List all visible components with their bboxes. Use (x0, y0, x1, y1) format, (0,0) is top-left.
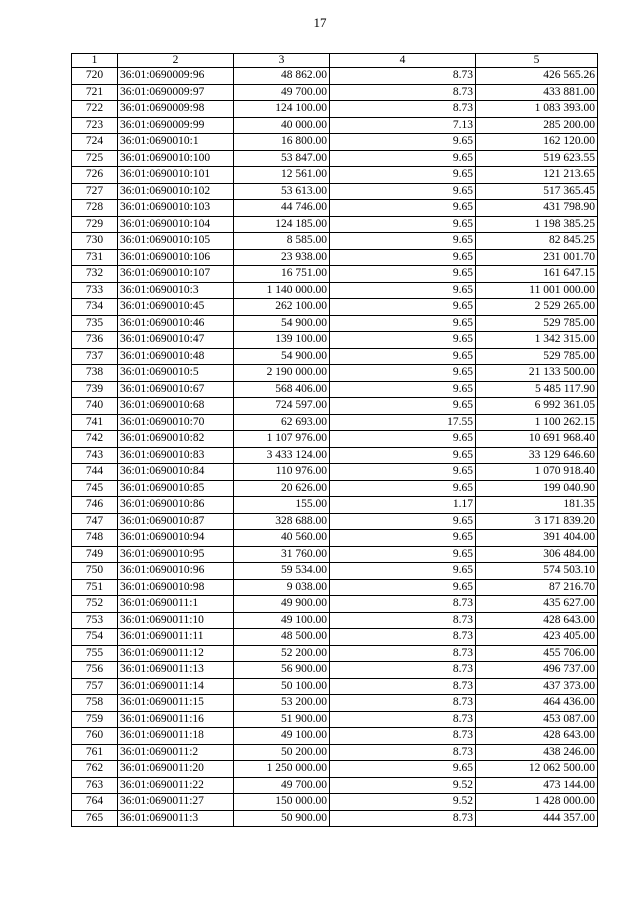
row-number-cell: 762 (72, 761, 118, 778)
area-cell: 110 976.00 (234, 464, 330, 481)
area-cell: 49 900.00 (234, 596, 330, 613)
table-row (72, 629, 598, 646)
cadastral-number-cell: 36:01:0690010:46 (118, 315, 234, 332)
value-cell: 306 484.00 (476, 546, 598, 563)
cadastral-number-cell: 36:01:0690010:103 (118, 200, 234, 217)
rate-cell: 9.65 (330, 513, 476, 530)
row-number-cell: 728 (72, 200, 118, 217)
area-cell: 54 900.00 (234, 348, 330, 365)
area-cell: 155.00 (234, 497, 330, 514)
cadastral-number-cell: 36:01:0690010:83 (118, 447, 234, 464)
table-row (72, 134, 598, 151)
rate-cell: 8.73 (330, 68, 476, 85)
cadastral-number-cell: 36:01:0690011:15 (118, 695, 234, 712)
row-number-cell: 722 (72, 101, 118, 118)
row-number-cell: 730 (72, 233, 118, 250)
column-header-2: 2 (118, 54, 234, 68)
row-number-cell: 738 (72, 365, 118, 382)
table-row (72, 480, 598, 497)
cadastral-number-cell: 36:01:0690009:97 (118, 84, 234, 101)
value-cell: 162 120.00 (476, 134, 598, 151)
cadastral-number-cell: 36:01:0690011:14 (118, 678, 234, 695)
table-row (72, 662, 598, 679)
area-cell: 150 000.00 (234, 794, 330, 811)
rate-cell: 8.73 (330, 612, 476, 629)
area-cell: 49 700.00 (234, 777, 330, 794)
row-number-cell: 763 (72, 777, 118, 794)
value-cell: 529 785.00 (476, 315, 598, 332)
rate-cell: 9.65 (330, 200, 476, 217)
area-cell: 124 185.00 (234, 216, 330, 233)
row-number-cell: 741 (72, 414, 118, 431)
area-cell: 1 250 000.00 (234, 761, 330, 778)
row-number-cell: 758 (72, 695, 118, 712)
row-number-cell: 721 (72, 84, 118, 101)
row-number-cell: 760 (72, 728, 118, 745)
table-row (72, 678, 598, 695)
table-row (72, 200, 598, 217)
cadastral-number-cell: 36:01:0690010:94 (118, 530, 234, 547)
value-cell: 161 647.15 (476, 266, 598, 283)
value-cell: 426 565.26 (476, 68, 598, 85)
area-cell: 568 406.00 (234, 381, 330, 398)
value-cell: 1 342 315.00 (476, 332, 598, 349)
rate-cell: 9.65 (330, 579, 476, 596)
rate-cell: 9.52 (330, 794, 476, 811)
rate-cell: 9.65 (330, 381, 476, 398)
value-cell: 2 529 265.00 (476, 299, 598, 316)
rate-cell: 9.65 (330, 282, 476, 299)
value-cell: 199 040.90 (476, 480, 598, 497)
cadastral-number-cell: 36:01:0690011:20 (118, 761, 234, 778)
table-row (72, 216, 598, 233)
value-cell: 453 087.00 (476, 711, 598, 728)
row-number-cell: 743 (72, 447, 118, 464)
cadastral-number-cell: 36:01:0690010:86 (118, 497, 234, 514)
value-cell: 1 198 385.25 (476, 216, 598, 233)
value-cell: 574 503.10 (476, 563, 598, 580)
table-row (72, 299, 598, 316)
cadastral-number-cell: 36:01:0690010:87 (118, 513, 234, 530)
value-cell: 33 129 646.60 (476, 447, 598, 464)
value-cell: 1 070 918.40 (476, 464, 598, 481)
row-number-cell: 724 (72, 134, 118, 151)
rate-cell: 9.65 (330, 134, 476, 151)
cadastral-number-cell: 36:01:0690010:47 (118, 332, 234, 349)
table-row (72, 282, 598, 299)
rate-cell: 9.65 (330, 447, 476, 464)
row-number-cell: 747 (72, 513, 118, 530)
row-number-cell: 732 (72, 266, 118, 283)
cadastral-number-cell: 36:01:0690010:101 (118, 167, 234, 184)
row-number-cell: 752 (72, 596, 118, 613)
table-row (72, 167, 598, 184)
cadastral-number-cell: 36:01:0690010:102 (118, 183, 234, 200)
table-row (72, 84, 598, 101)
value-cell: 1 083 393.00 (476, 101, 598, 118)
area-cell: 124 100.00 (234, 101, 330, 118)
cadastral-number-cell: 36:01:0690010:82 (118, 431, 234, 448)
area-cell: 1 140 000.00 (234, 282, 330, 299)
value-cell: 464 436.00 (476, 695, 598, 712)
row-number-cell: 742 (72, 431, 118, 448)
row-number-cell: 735 (72, 315, 118, 332)
value-cell: 473 144.00 (476, 777, 598, 794)
value-cell: 431 798.90 (476, 200, 598, 217)
value-cell: 455 706.00 (476, 645, 598, 662)
rate-cell: 9.65 (330, 266, 476, 283)
value-cell: 21 133 500.00 (476, 365, 598, 382)
table-row (72, 348, 598, 365)
table-row (72, 431, 598, 448)
rate-cell: 1.17 (330, 497, 476, 514)
value-cell: 1 100 262.15 (476, 414, 598, 431)
area-cell: 56 900.00 (234, 662, 330, 679)
area-cell: 20 626.00 (234, 480, 330, 497)
area-cell: 12 561.00 (234, 167, 330, 184)
value-cell: 428 643.00 (476, 728, 598, 745)
table-row (72, 777, 598, 794)
row-number-cell: 745 (72, 480, 118, 497)
table-row (72, 233, 598, 250)
value-cell: 12 062 500.00 (476, 761, 598, 778)
rate-cell: 9.65 (330, 249, 476, 266)
row-number-cell: 740 (72, 398, 118, 415)
cadastral-number-cell: 36:01:0690011:22 (118, 777, 234, 794)
area-cell: 53 200.00 (234, 695, 330, 712)
value-cell: 391 404.00 (476, 530, 598, 547)
area-cell: 1 107 976.00 (234, 431, 330, 448)
area-cell: 50 200.00 (234, 744, 330, 761)
table-row (72, 398, 598, 415)
row-number-cell: 727 (72, 183, 118, 200)
row-number-cell: 726 (72, 167, 118, 184)
table-row (72, 513, 598, 530)
table-row (72, 101, 598, 118)
rate-cell: 9.65 (330, 546, 476, 563)
area-cell: 16 751.00 (234, 266, 330, 283)
table-row (72, 794, 598, 811)
rate-cell: 8.73 (330, 629, 476, 646)
row-number-cell: 753 (72, 612, 118, 629)
area-cell: 48 500.00 (234, 629, 330, 646)
rate-cell: 8.73 (330, 596, 476, 613)
row-number-cell: 731 (72, 249, 118, 266)
row-number-cell: 754 (72, 629, 118, 646)
table-row (72, 315, 598, 332)
rate-cell: 8.73 (330, 744, 476, 761)
value-cell: 87 216.70 (476, 579, 598, 596)
rate-cell: 9.65 (330, 365, 476, 382)
area-cell: 3 433 124.00 (234, 447, 330, 464)
table-row (72, 497, 598, 514)
cadastral-number-cell: 36:01:0690010:48 (118, 348, 234, 365)
table-row (72, 117, 598, 134)
rate-cell: 9.65 (330, 761, 476, 778)
area-cell: 724 597.00 (234, 398, 330, 415)
row-number-cell: 761 (72, 744, 118, 761)
table-row (72, 728, 598, 745)
cadastral-number-cell: 36:01:0690011:2 (118, 744, 234, 761)
rate-cell: 9.65 (330, 315, 476, 332)
rate-cell: 9.65 (330, 398, 476, 415)
table-row (72, 711, 598, 728)
row-number-cell: 759 (72, 711, 118, 728)
rate-cell: 7.13 (330, 117, 476, 134)
value-cell: 1 428 000.00 (476, 794, 598, 811)
table-header-row (72, 54, 598, 68)
value-cell: 496 737.00 (476, 662, 598, 679)
value-cell: 444 357.00 (476, 810, 598, 827)
cadastral-value-table (71, 53, 598, 827)
value-cell: 121 213.65 (476, 167, 598, 184)
value-cell: 5 485 117.90 (476, 381, 598, 398)
table-row (72, 150, 598, 167)
cadastral-number-cell: 36:01:0690011:27 (118, 794, 234, 811)
cadastral-number-cell: 36:01:0690009:99 (118, 117, 234, 134)
area-cell: 62 693.00 (234, 414, 330, 431)
rate-cell: 8.73 (330, 101, 476, 118)
value-cell: 11 001 000.00 (476, 282, 598, 299)
area-cell: 52 200.00 (234, 645, 330, 662)
table-row (72, 563, 598, 580)
area-cell: 262 100.00 (234, 299, 330, 316)
row-number-cell: 729 (72, 216, 118, 233)
row-number-cell: 725 (72, 150, 118, 167)
value-cell: 3 171 839.20 (476, 513, 598, 530)
row-number-cell: 739 (72, 381, 118, 398)
column-header-4: 4 (330, 54, 476, 68)
cadastral-number-cell: 36:01:0690010:70 (118, 414, 234, 431)
row-number-cell: 737 (72, 348, 118, 365)
area-cell: 50 100.00 (234, 678, 330, 695)
table-row (72, 612, 598, 629)
value-cell: 10 691 968.40 (476, 431, 598, 448)
area-cell: 328 688.00 (234, 513, 330, 530)
table-row (72, 365, 598, 382)
column-header-1: 1 (72, 54, 118, 68)
table-row (72, 810, 598, 827)
table-row (72, 645, 598, 662)
value-cell: 437 373.00 (476, 678, 598, 695)
table-row (72, 530, 598, 547)
row-number-cell: 765 (72, 810, 118, 827)
rate-cell: 9.65 (330, 332, 476, 349)
area-cell: 23 938.00 (234, 249, 330, 266)
cadastral-number-cell: 36:01:0690009:98 (118, 101, 234, 118)
area-cell: 54 900.00 (234, 315, 330, 332)
table-row (72, 332, 598, 349)
cadastral-number-cell: 36:01:0690010:105 (118, 233, 234, 250)
area-cell: 53 847.00 (234, 150, 330, 167)
area-cell: 40 560.00 (234, 530, 330, 547)
rate-cell: 8.73 (330, 662, 476, 679)
area-cell: 48 862.00 (234, 68, 330, 85)
rate-cell: 17.55 (330, 414, 476, 431)
value-cell: 428 643.00 (476, 612, 598, 629)
table-row (72, 249, 598, 266)
row-number-cell: 756 (72, 662, 118, 679)
row-number-cell: 749 (72, 546, 118, 563)
cadastral-number-cell: 36:01:0690010:104 (118, 216, 234, 233)
row-number-cell: 750 (72, 563, 118, 580)
table-row (72, 579, 598, 596)
row-number-cell: 751 (72, 579, 118, 596)
value-cell: 181.35 (476, 497, 598, 514)
cadastral-number-cell: 36:01:0690010:3 (118, 282, 234, 299)
area-cell: 31 760.00 (234, 546, 330, 563)
area-cell: 2 190 000.00 (234, 365, 330, 382)
area-cell: 59 534.00 (234, 563, 330, 580)
table-row (72, 68, 598, 85)
area-cell: 139 100.00 (234, 332, 330, 349)
rate-cell: 9.65 (330, 216, 476, 233)
table-row (72, 447, 598, 464)
row-number-cell: 734 (72, 299, 118, 316)
table-row (72, 744, 598, 761)
rate-cell: 8.73 (330, 728, 476, 745)
table-row (72, 546, 598, 563)
rate-cell: 8.73 (330, 645, 476, 662)
column-header-5: 5 (476, 54, 598, 68)
value-cell: 519 623.55 (476, 150, 598, 167)
row-number-cell: 764 (72, 794, 118, 811)
area-cell: 16 800.00 (234, 134, 330, 151)
cadastral-number-cell: 36:01:0690011:1 (118, 596, 234, 613)
table-row (72, 596, 598, 613)
table-row (72, 464, 598, 481)
rate-cell: 8.73 (330, 695, 476, 712)
page-number: 17 (313, 15, 327, 30)
rate-cell: 9.65 (330, 233, 476, 250)
row-number-cell: 746 (72, 497, 118, 514)
value-cell: 82 845.25 (476, 233, 598, 250)
value-cell: 438 246.00 (476, 744, 598, 761)
value-cell: 435 627.00 (476, 596, 598, 613)
rate-cell: 9.52 (330, 777, 476, 794)
cadastral-number-cell: 36:01:0690010:1 (118, 134, 234, 151)
cadastral-number-cell: 36:01:0690011:3 (118, 810, 234, 827)
cadastral-number-cell: 36:01:0690011:16 (118, 711, 234, 728)
row-number-cell: 723 (72, 117, 118, 134)
cadastral-number-cell: 36:01:0690010:45 (118, 299, 234, 316)
cadastral-number-cell: 36:01:0690010:84 (118, 464, 234, 481)
rate-cell: 8.73 (330, 810, 476, 827)
rate-cell: 9.65 (330, 480, 476, 497)
row-number-cell: 733 (72, 282, 118, 299)
value-cell: 433 881.00 (476, 84, 598, 101)
rate-cell: 9.65 (330, 150, 476, 167)
cadastral-number-cell: 36:01:0690011:18 (118, 728, 234, 745)
cadastral-number-cell: 36:01:0690010:85 (118, 480, 234, 497)
value-cell: 423 405.00 (476, 629, 598, 646)
rate-cell: 9.65 (330, 348, 476, 365)
rate-cell: 9.65 (330, 464, 476, 481)
row-number-cell: 736 (72, 332, 118, 349)
rate-cell: 8.73 (330, 678, 476, 695)
cadastral-number-cell: 36:01:0690011:11 (118, 629, 234, 646)
rate-cell: 9.65 (330, 563, 476, 580)
rate-cell: 9.65 (330, 530, 476, 547)
cadastral-number-cell: 36:01:0690010:67 (118, 381, 234, 398)
rate-cell: 9.65 (330, 183, 476, 200)
row-number-cell: 755 (72, 645, 118, 662)
rate-cell: 9.65 (330, 299, 476, 316)
rate-cell: 8.73 (330, 84, 476, 101)
row-number-cell: 757 (72, 678, 118, 695)
area-cell: 49 100.00 (234, 612, 330, 629)
cadastral-number-cell: 36:01:0690010:107 (118, 266, 234, 283)
cadastral-number-cell: 36:01:0690010:96 (118, 563, 234, 580)
cadastral-number-cell: 36:01:0690010:5 (118, 365, 234, 382)
area-cell: 49 700.00 (234, 84, 330, 101)
value-cell: 6 992 361.05 (476, 398, 598, 415)
table-row (72, 266, 598, 283)
area-cell: 51 900.00 (234, 711, 330, 728)
cadastral-number-cell: 36:01:0690010:98 (118, 579, 234, 596)
area-cell: 9 038.00 (234, 579, 330, 596)
cadastral-number-cell: 36:01:0690009:96 (118, 68, 234, 85)
cadastral-number-cell: 36:01:0690010:68 (118, 398, 234, 415)
area-cell: 40 000.00 (234, 117, 330, 134)
cadastral-number-cell: 36:01:0690010:95 (118, 546, 234, 563)
table-row (72, 414, 598, 431)
cadastral-number-cell: 36:01:0690011:13 (118, 662, 234, 679)
row-number-cell: 748 (72, 530, 118, 547)
row-number-cell: 720 (72, 68, 118, 85)
cadastral-number-cell: 36:01:0690010:106 (118, 249, 234, 266)
cadastral-number-cell: 36:01:0690011:10 (118, 612, 234, 629)
area-cell: 44 746.00 (234, 200, 330, 217)
rate-cell: 9.65 (330, 167, 476, 184)
value-cell: 517 365.45 (476, 183, 598, 200)
cadastral-number-cell: 36:01:0690011:12 (118, 645, 234, 662)
area-cell: 8 585.00 (234, 233, 330, 250)
area-cell: 49 100.00 (234, 728, 330, 745)
table-row (72, 695, 598, 712)
cadastral-number-cell: 36:01:0690010:100 (118, 150, 234, 167)
column-header-3: 3 (234, 54, 330, 68)
area-cell: 53 613.00 (234, 183, 330, 200)
rate-cell: 9.65 (330, 431, 476, 448)
area-cell: 50 900.00 (234, 810, 330, 827)
table-row (72, 381, 598, 398)
value-cell: 285 200.00 (476, 117, 598, 134)
table-row (72, 183, 598, 200)
rate-cell: 8.73 (330, 711, 476, 728)
value-cell: 529 785.00 (476, 348, 598, 365)
table-row (72, 761, 598, 778)
value-cell: 231 001.70 (476, 249, 598, 266)
row-number-cell: 744 (72, 464, 118, 481)
